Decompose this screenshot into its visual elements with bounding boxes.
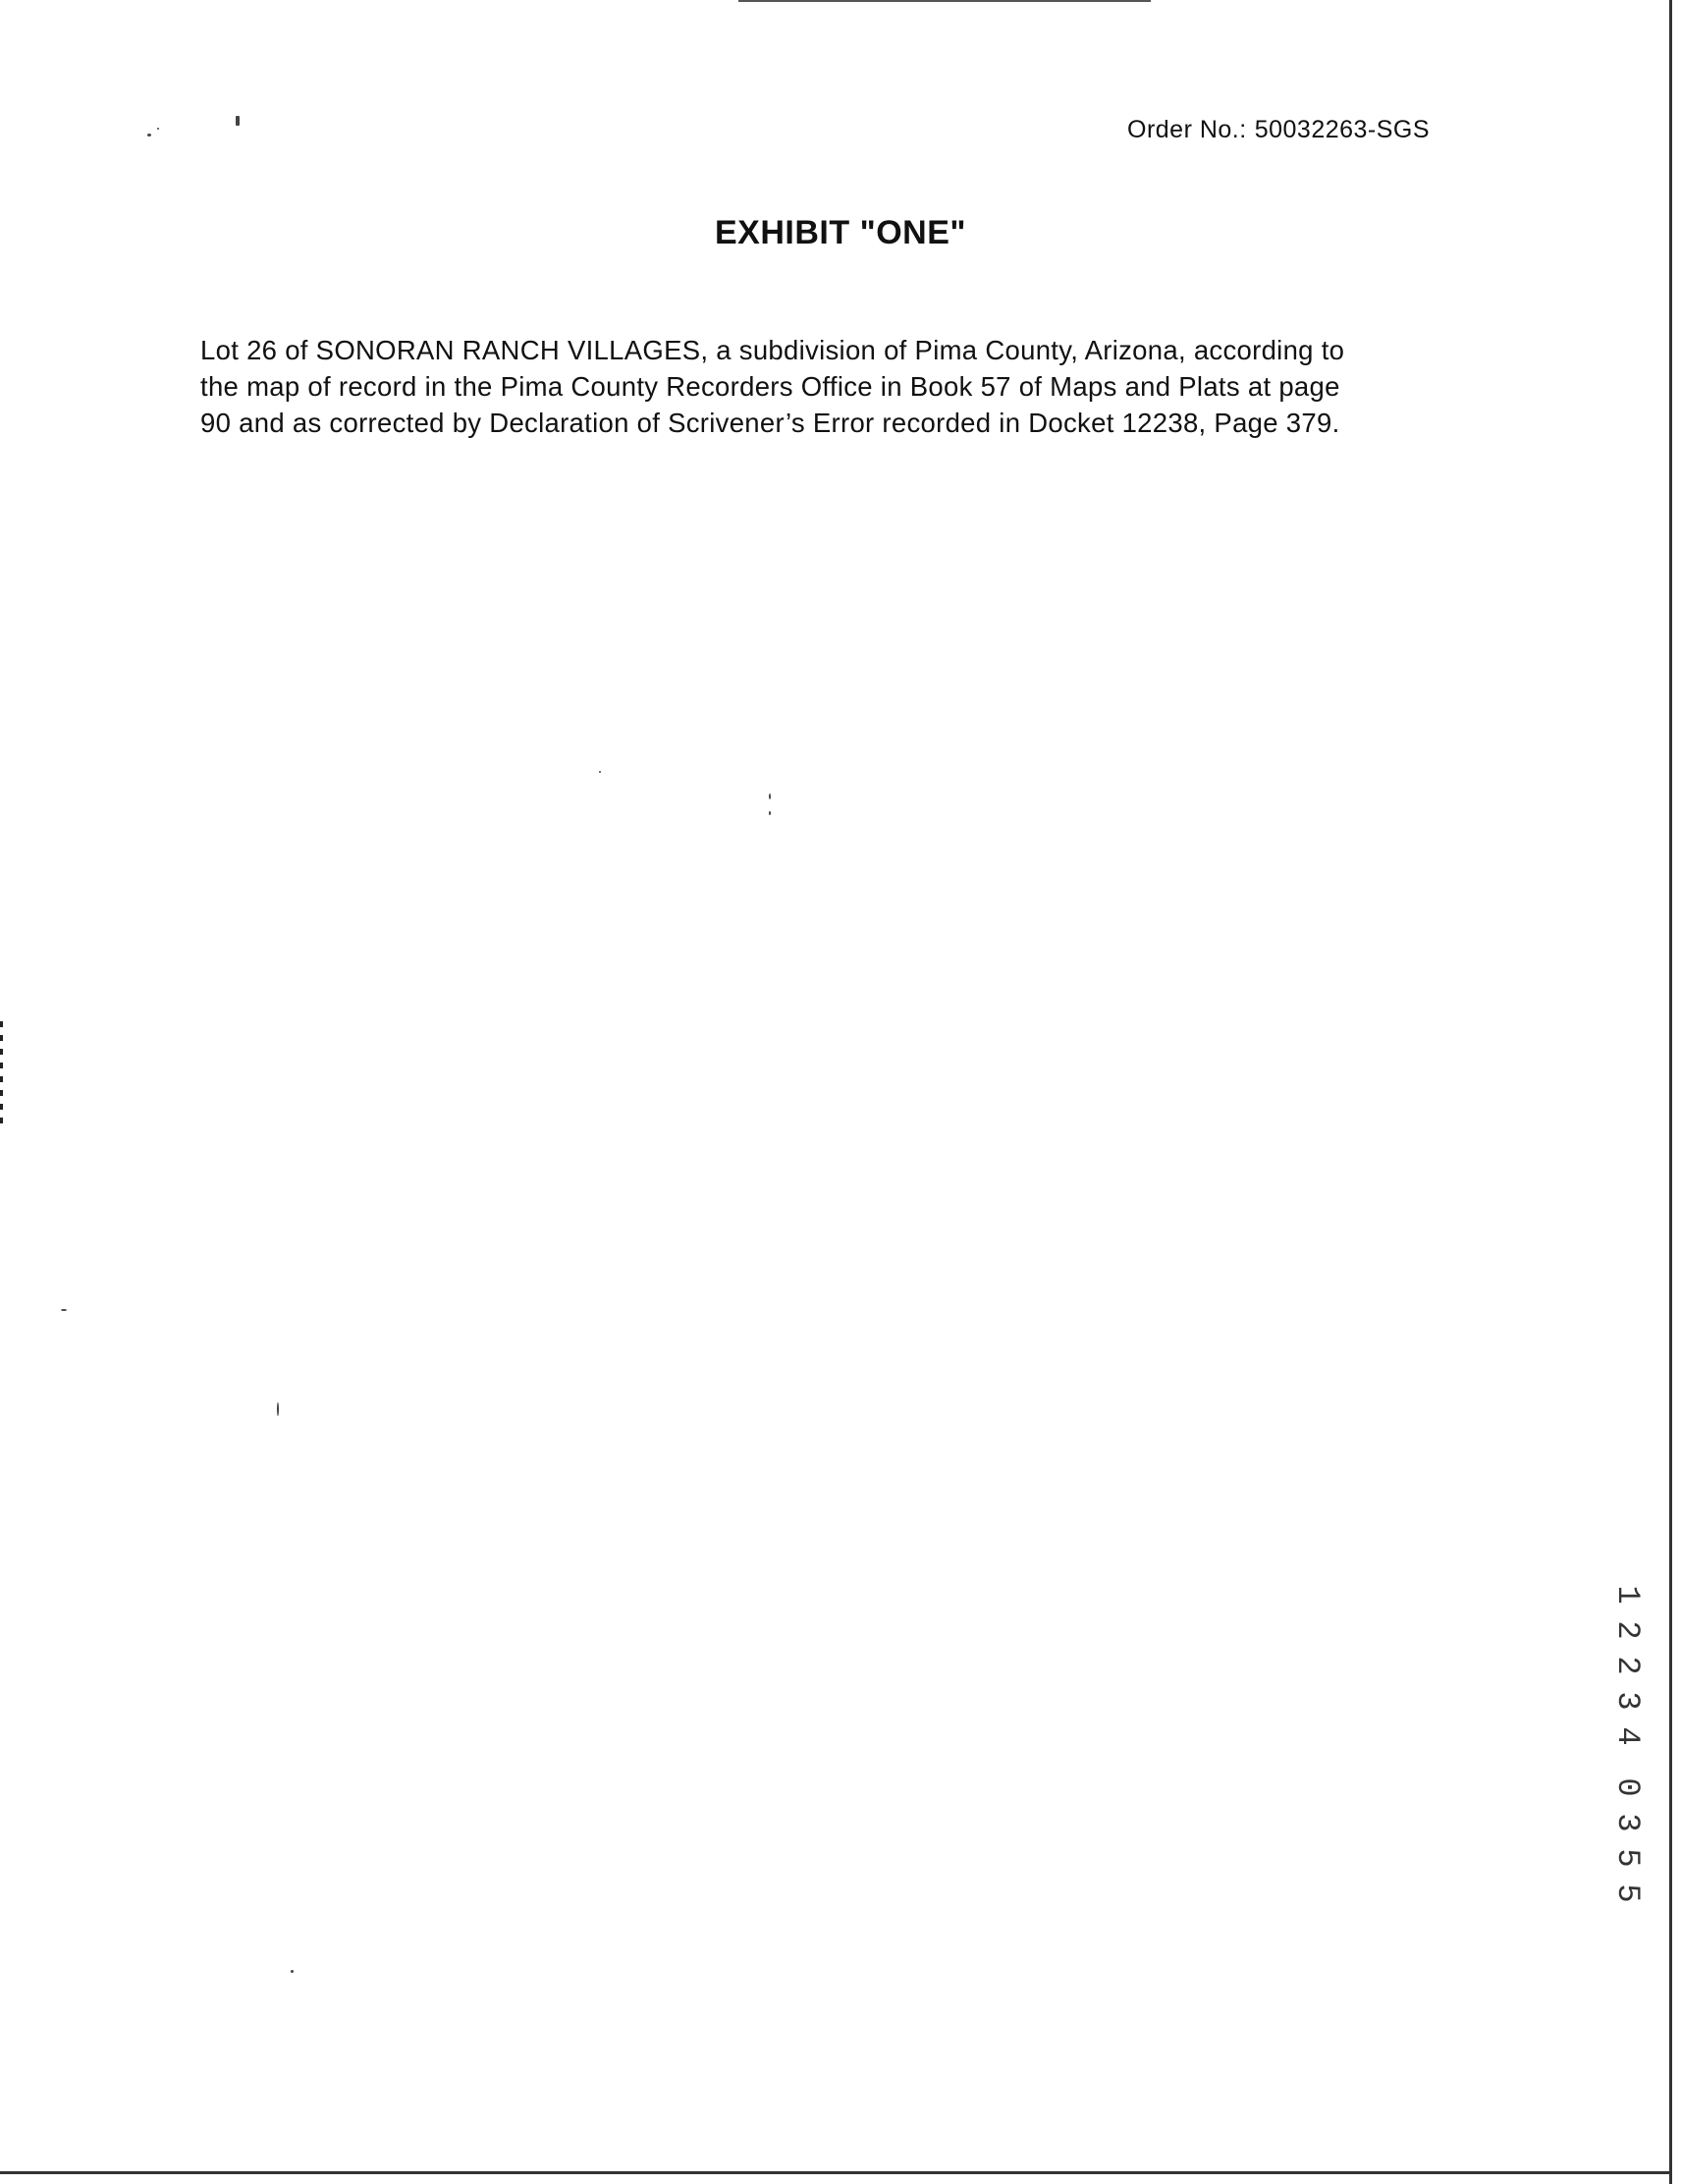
recording-stamp <box>1610 1577 1644 1911</box>
scan-top-border <box>738 0 1151 2</box>
scan-speck <box>157 128 159 130</box>
recording-stamp-digit: 2 <box>1609 1656 1646 1675</box>
legal-description-line: the map of record in the Pima County Recorders Office in Book 57 of Maps and Plats at page <box>200 371 1340 402</box>
scan-speck <box>277 1402 279 1416</box>
scan-speck <box>769 793 771 799</box>
scan-left-edge-mark <box>0 1021 3 1129</box>
exhibit-title: EXHIBIT "ONE" <box>715 214 966 251</box>
recording-stamp-digit: 4 <box>1609 1726 1646 1746</box>
scan-bottom-border <box>0 2171 1672 2174</box>
recording-stamp-digit: 3 <box>1609 1691 1646 1711</box>
recording-stamp-digit: 0 <box>1609 1777 1646 1797</box>
scan-right-border <box>1669 0 1672 2184</box>
scan-speck <box>769 811 771 815</box>
recording-stamp-digit: 2 <box>1609 1620 1646 1640</box>
recording-stamp-digit: 5 <box>1609 1884 1646 1903</box>
recording-stamp-page <box>1610 1770 1644 1911</box>
recording-stamp-digit: 5 <box>1609 1848 1646 1868</box>
scan-speck <box>599 771 601 773</box>
recording-stamp-digit: 3 <box>1609 1813 1646 1832</box>
scan-speck <box>61 1309 67 1311</box>
scan-speck <box>236 116 240 126</box>
order-number-line <box>1127 116 1430 144</box>
order-number-label: Order No.: <box>1127 116 1247 143</box>
recording-stamp-digit: 1 <box>1609 1585 1646 1605</box>
legal-description-line: 90 and as corrected by Declaration of Scrivener’s Error recorded in Docket 12238, Page 379. <box>200 408 1340 438</box>
recording-stamp-docket <box>1610 1577 1644 1754</box>
order-number-value: 50032263-SGS <box>1254 116 1431 143</box>
recording-stamp-gap <box>1610 1754 1644 1770</box>
legal-description-line: Lot 26 of SONORAN RANCH VILLAGES, a subdivision of Pima County, Arizona, according to <box>200 335 1345 365</box>
legal-description <box>200 332 1487 441</box>
scan-speck <box>147 134 151 136</box>
scan-speck <box>291 1970 294 1973</box>
